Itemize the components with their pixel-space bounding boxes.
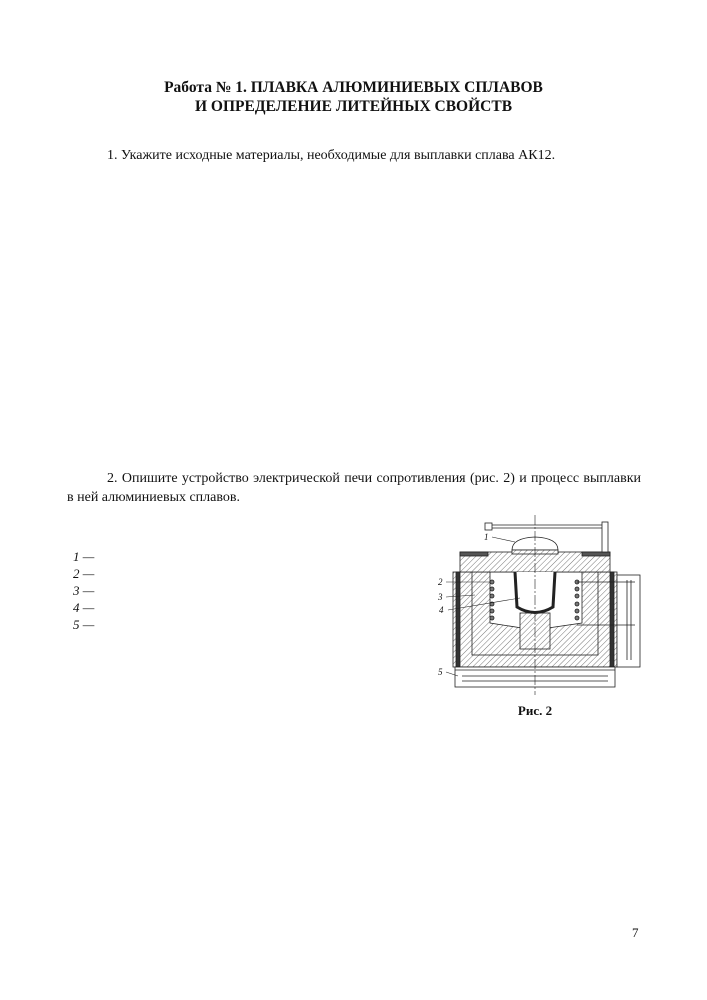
title-line-2: И ОПРЕДЕЛЕНИЕ ЛИТЕЙНЫХ СВОЙСТВ (194, 98, 513, 115)
answer-label-3: 3 — (73, 583, 95, 598)
figure-caption: Рис. 2 (517, 703, 553, 718)
callout-1: 1 (484, 532, 489, 542)
question-1: 1. Укажите исходные материалы, необходимые для выплавки сплава АК12. (107, 148, 556, 163)
callout-3: 3 (438, 592, 443, 602)
answer-label-2: 2 — (73, 566, 95, 581)
title-line-1: Работа № 1. ПЛАВКА АЛЮМИНИЕВЫХ СПЛАВОВ (164, 79, 543, 96)
question-2: 2. Опишите устройство электрической печи сопротивления (рис. 2) и процесс выплавки в ней алюминиевых сплавов. (67, 471, 641, 505)
callout-2: 2 (438, 577, 443, 587)
page-number: 7 (632, 925, 639, 940)
callout-5: 5 (438, 667, 443, 677)
answer-label-1: 1 — (73, 549, 95, 564)
answer-label-4: 4 — (73, 600, 95, 615)
callout-4: 4 (439, 605, 444, 615)
answer-label-5: 5 — (73, 617, 95, 632)
furnace-diagram (420, 510, 650, 700)
